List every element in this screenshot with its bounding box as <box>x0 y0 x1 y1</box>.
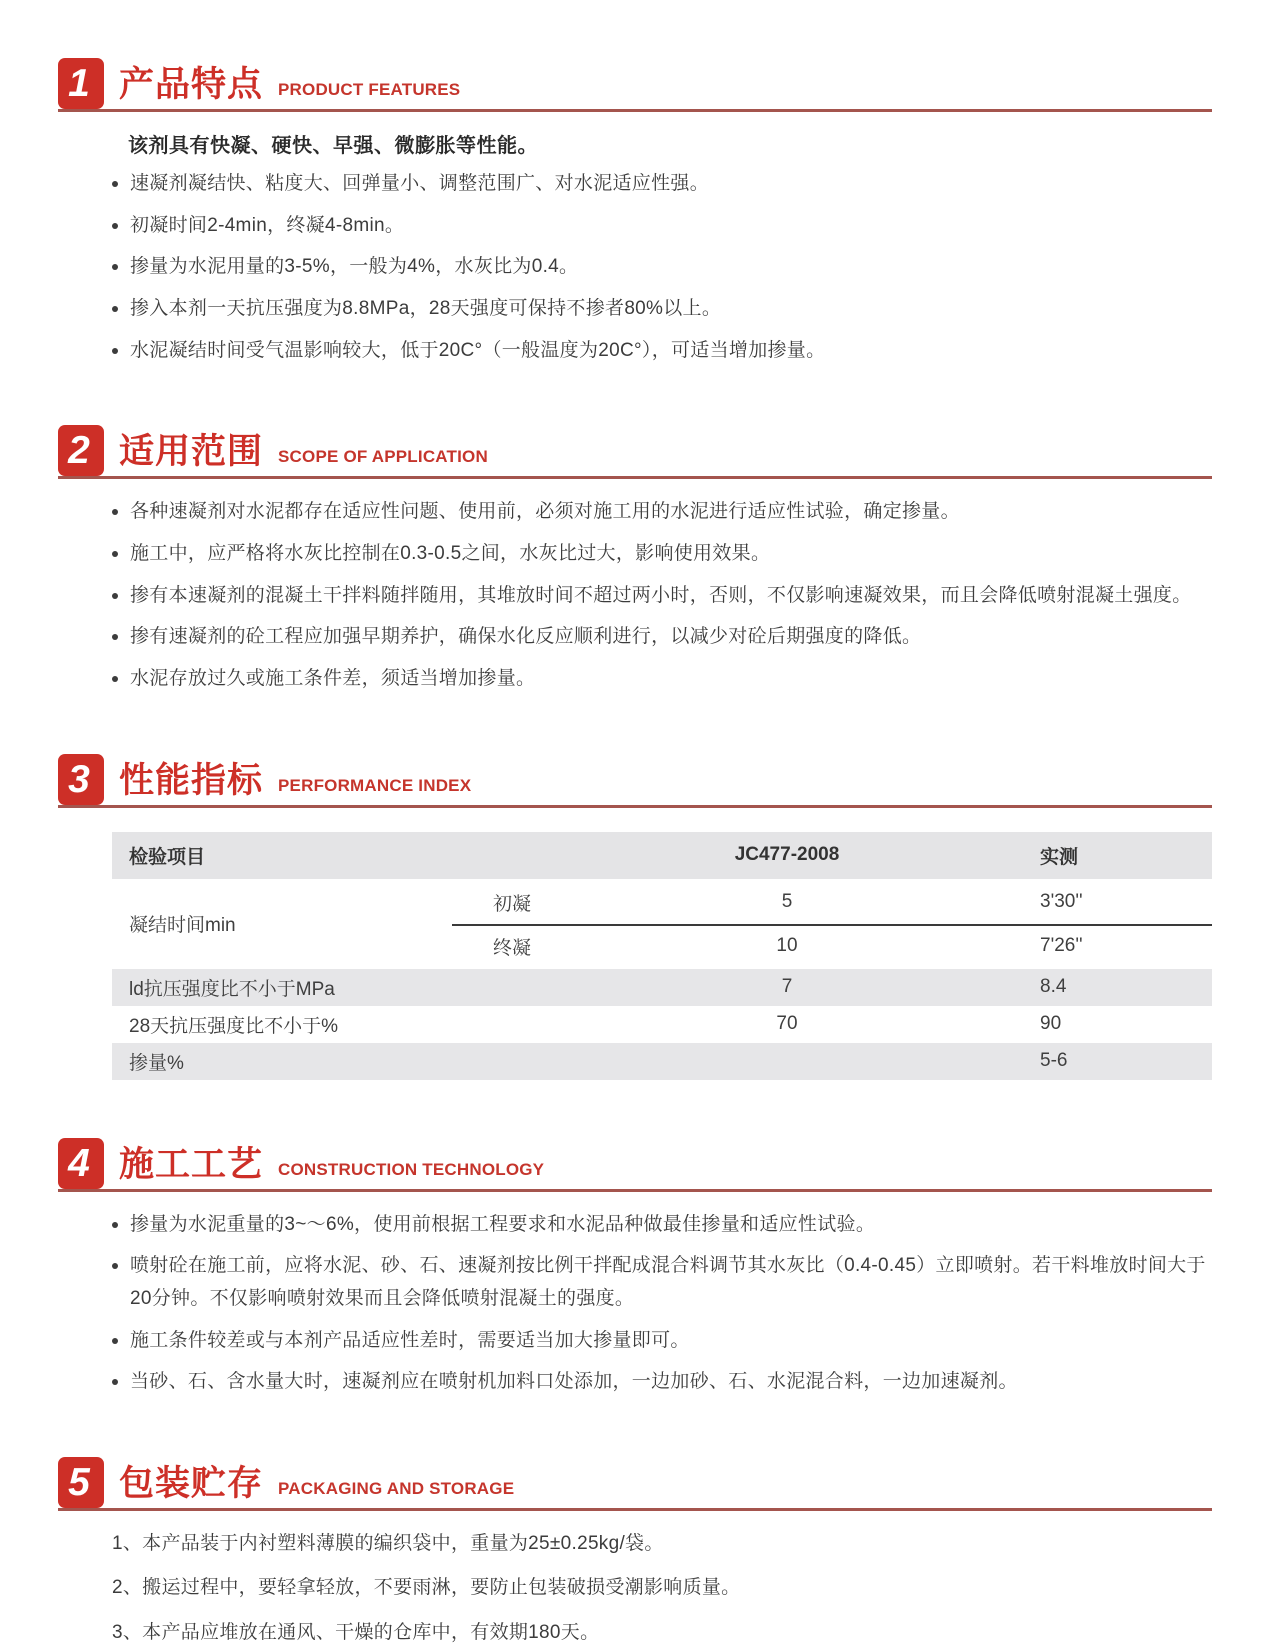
col-header-standard: JC477-2008 <box>734 844 840 866</box>
section-number: 5 <box>68 1461 90 1505</box>
bullet-dot-icon <box>112 223 118 229</box>
scope-list <box>112 496 1214 695</box>
section-4-body <box>112 1209 1214 1399</box>
subrow-label: 终凝 <box>492 937 531 959</box>
section-scope-of-application <box>0 425 1280 695</box>
section-4-header <box>58 1138 1212 1192</box>
list-item <box>112 580 1214 613</box>
section-construction-technology <box>0 1138 1280 1399</box>
list-item <box>112 251 1214 284</box>
section-title-en: CONSTRUCTION TECHNOLOGY <box>278 1159 545 1179</box>
subrow-label: 初凝 <box>492 893 531 915</box>
feature-list <box>112 168 1214 367</box>
standard-value: 5 <box>781 891 793 913</box>
bullet-dot-icon <box>112 264 118 270</box>
bullet-text: 掺有速凝剂的砼工程应加强早期养护，确保水化反应顺利进行，以减少对砼后期强度的降低。 <box>130 626 922 648</box>
section-title-en: SCOPE OF APPLICATION <box>278 447 488 467</box>
table-header-row <box>112 832 1212 879</box>
list-item <box>112 496 1214 529</box>
measured-value: 90 <box>1040 1013 1062 1035</box>
section-number-badge <box>58 58 104 109</box>
section-title-en: PRODUCT FEATURES <box>278 80 461 99</box>
bullet-text: 喷射砼在施工前，应将水泥、砂、石、速凝剂按比例干拌配成混合料调节其水灰比（0.4-0.45）立即喷射。若干料堆放时间大于20分钟。不仅影响喷射效果而且会降低喷射混凝土的强度。 <box>130 1255 1206 1310</box>
bullet-text: 掺有本速凝剂的混凝土干拌料随拌随用，其堆放时间不超过两小时，否则，不仅影响速凝效果，而且会降低喷射混凝土强度。 <box>130 584 1192 606</box>
measured-value: 3'30'' <box>1040 891 1083 913</box>
table-row-setting-time <box>112 881 1212 967</box>
table-row-1d-strength <box>112 969 1212 1006</box>
bullet-dot-icon <box>112 1263 118 1269</box>
standard-value: 70 <box>776 1013 798 1035</box>
bullet-dot-icon <box>112 551 118 557</box>
performance-table <box>112 832 1212 1080</box>
section-title-cn: 包装贮存 <box>119 1464 264 1504</box>
list-item <box>112 168 1214 201</box>
bullet-dot-icon <box>112 509 118 515</box>
section-packaging-storage <box>0 1457 1280 1649</box>
list-item <box>112 1250 1214 1315</box>
standard-value: 7 <box>781 976 793 998</box>
section-title-cn: 施工工艺 <box>119 1144 264 1184</box>
bullet-text: 掺入本剂一天抗压强度为8.8MPa，28天强度可保持不掺者80%以上。 <box>130 298 722 320</box>
section-3-body <box>112 832 1214 1080</box>
table-row-28d-strength <box>112 1006 1212 1043</box>
bullet-text: 施工中，应严格将水灰比控制在0.3-0.5之间，水灰比过大，影响使用效果。 <box>130 543 771 565</box>
list-item <box>112 1325 1214 1358</box>
bullet-text: 水泥凝结时间受气温影响较大，低于20C°（一般温度为20C°），可适当增加掺量。 <box>130 339 826 361</box>
col-header-measured: 实测 <box>1040 846 1079 868</box>
section-number: 2 <box>68 429 90 473</box>
bullet-text: 速凝剂凝结快、粘度大、回弹量小、调整范围广、对水泥适应性强。 <box>130 173 710 194</box>
section-title-en: PERFORMANCE INDEX <box>278 775 472 795</box>
bullet-dot-icon <box>112 181 118 187</box>
bullet-text: 各种速凝剂对水泥都存在适应性问题、使用前，必须对施工用的水泥进行适应性试验，确定掺量。 <box>130 501 960 523</box>
row-label: 28天抗压强度比不小于% <box>129 1015 339 1037</box>
list-item <box>112 663 1214 696</box>
bullet-dot-icon <box>112 634 118 640</box>
section-title-cn: 产品特点 <box>119 65 264 104</box>
measured-value: 7'26'' <box>1040 935 1083 957</box>
bullet-text: 掺量为水泥用量的3-5%，一般为4%，水灰比为0.4。 <box>130 256 579 278</box>
section-2-body <box>112 496 1214 695</box>
row-label: ld抗压强度比不小于MPa <box>129 978 335 1000</box>
numbered-item: 1、本产品装于内衬塑料薄膜的编织袋中，重量为25±0.25kg/袋。 <box>112 1533 664 1555</box>
row-label: 掺量% <box>129 1052 184 1074</box>
section-1-body <box>112 129 1214 367</box>
setting-time-subrows <box>452 881 1212 967</box>
section-number-badge <box>58 1138 104 1189</box>
bullet-text: 当砂、石、含水量大时，速凝剂应在喷射机加料口处添加，一边加砂、石、水泥混合料，一边加速凝剂。 <box>130 1371 1018 1393</box>
bullet-text: 施工条件较差或与本剂产品适应性差时，需要适当加大掺量即可。 <box>130 1329 690 1351</box>
section-number: 3 <box>68 757 90 801</box>
list-item <box>112 1209 1214 1242</box>
bullet-dot-icon <box>112 306 118 312</box>
section-3-header <box>58 754 1212 808</box>
table-subrow-final-set <box>452 924 1212 967</box>
section-number: 1 <box>68 62 90 105</box>
numbered-item: 2、搬运过程中，要轻拿轻放，不要雨淋，要防止包装破损受潮影响质量。 <box>112 1577 741 1599</box>
section-1-header <box>58 58 1212 112</box>
bullet-dot-icon <box>112 593 118 599</box>
section-number-badge <box>58 425 104 476</box>
section-performance-index <box>0 754 1280 1080</box>
section-number-badge <box>58 1457 104 1508</box>
bullet-dot-icon <box>112 348 118 354</box>
section-5-header <box>58 1457 1212 1511</box>
table-row-dosage <box>112 1043 1212 1080</box>
list-item <box>112 293 1214 326</box>
numbered-item: 3、本产品应堆放在通风、干燥的仓库中，有效期180天。 <box>112 1621 600 1643</box>
section-number-badge <box>58 754 104 805</box>
bullet-dot-icon <box>112 1222 118 1228</box>
bullet-dot-icon <box>112 1338 118 1344</box>
bullet-text: 掺量为水泥重量的3~～6%，使用前根据工程要求和水泥品种做最佳掺量和适应性试验。 <box>130 1213 876 1235</box>
list-item <box>112 621 1214 654</box>
section-5-body <box>112 1528 1214 1649</box>
col-header-item: 检验项目 <box>129 846 206 868</box>
table-subrow-initial-set <box>452 881 1212 924</box>
list-item <box>112 538 1214 571</box>
section-product-features <box>0 58 1280 367</box>
product-intro-line: 该剂具有快凝、硬快、早强、微膨胀等性能。 <box>128 135 538 157</box>
bullet-text: 初凝时间2-4min，终凝4-8min。 <box>130 214 405 236</box>
bullet-dot-icon <box>112 1379 118 1385</box>
bullet-text: 水泥存放过久或施工条件差，须适当增加掺量。 <box>130 668 536 690</box>
section-title-cn: 性能指标 <box>119 760 264 800</box>
measured-value: 8.4 <box>1040 976 1067 998</box>
section-title-en: PACKAGING AND STORAGE <box>278 1479 515 1499</box>
list-item <box>112 335 1214 368</box>
section-number: 4 <box>68 1141 90 1185</box>
list-item <box>112 210 1214 243</box>
section-title-cn: 适用范围 <box>119 432 264 472</box>
measured-value: 5-6 <box>1040 1050 1068 1072</box>
bullet-dot-icon <box>112 676 118 682</box>
standard-value: 10 <box>776 935 798 957</box>
construction-list <box>112 1209 1214 1399</box>
list-item <box>112 1366 1214 1399</box>
row-label: 凝结时间min <box>129 915 236 937</box>
section-2-header <box>58 425 1212 479</box>
